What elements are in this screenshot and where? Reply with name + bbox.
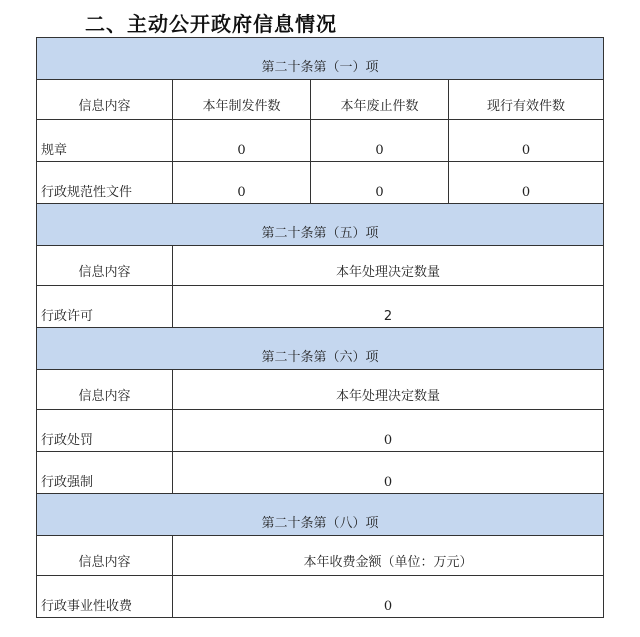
row-label: 行政处罚 xyxy=(37,410,173,452)
row-label: 行政强制 xyxy=(37,452,173,494)
section-title: 第二十条第（六）项 xyxy=(37,328,604,370)
cell-value: 0 xyxy=(173,410,604,452)
table-row xyxy=(37,452,604,494)
column-header: 本年处理决定数量 xyxy=(173,246,604,286)
section-title: 第二十条第（五）项 xyxy=(37,204,604,246)
column-header: 信息内容 xyxy=(37,370,173,410)
cell-value: 0 xyxy=(173,120,311,162)
section-title: 第二十条第（八）项 xyxy=(37,494,604,536)
column-header: 现行有效件数 xyxy=(449,80,604,120)
table-row xyxy=(37,120,604,162)
section-title: 第二十条第（一）项 xyxy=(37,38,604,80)
table-row xyxy=(37,286,604,328)
column-header: 信息内容 xyxy=(37,246,173,286)
cell-value: 0 xyxy=(173,452,604,494)
row-label: 行政许可 xyxy=(37,286,173,328)
table-row xyxy=(37,162,604,204)
disclosure-table xyxy=(36,37,604,618)
cell-value: 0 xyxy=(311,120,449,162)
header-row xyxy=(37,80,604,120)
column-header: 信息内容 xyxy=(37,80,173,120)
section-title-row xyxy=(37,328,604,370)
cell-value: 0 xyxy=(173,576,604,618)
row-label: 行政规范性文件 xyxy=(37,162,173,204)
cell-value: 0 xyxy=(449,120,604,162)
table-row xyxy=(37,410,604,452)
column-header: 信息内容 xyxy=(37,536,173,576)
page-heading: 二、主动公开政府信息情况 xyxy=(85,12,337,36)
header-row xyxy=(37,246,604,286)
section-title-row xyxy=(37,494,604,536)
row-label: 规章 xyxy=(37,120,173,162)
header-row xyxy=(37,536,604,576)
cell-value: 0 xyxy=(449,162,604,204)
cell-value: 2 xyxy=(173,286,604,328)
column-header: 本年制发件数 xyxy=(173,80,311,120)
column-header: 本年废止件数 xyxy=(311,80,449,120)
table-row xyxy=(37,576,604,618)
cell-value: 0 xyxy=(311,162,449,204)
cell-value: 0 xyxy=(173,162,311,204)
column-header: 本年收费金额（单位：万元） xyxy=(173,536,604,576)
column-header: 本年处理决定数量 xyxy=(173,370,604,410)
section-title-row xyxy=(37,38,604,80)
row-label: 行政事业性收费 xyxy=(37,576,173,618)
section-title-row xyxy=(37,204,604,246)
header-row xyxy=(37,370,604,410)
